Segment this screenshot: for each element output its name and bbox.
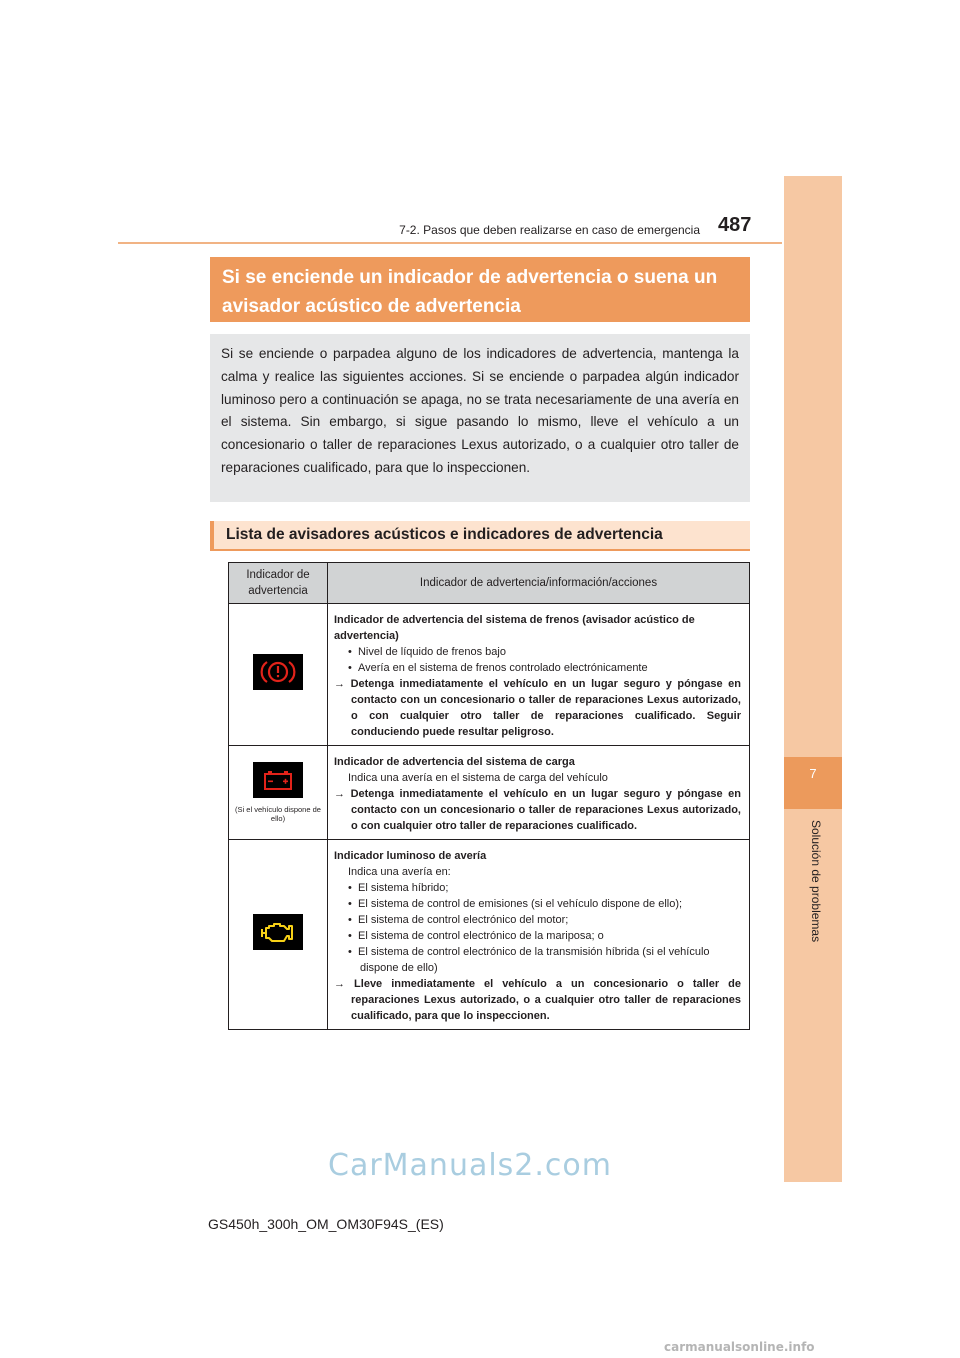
document-code: GS450h_300h_OM_OM30F94S_(ES)	[208, 1216, 444, 1232]
action-text: → Lleve inmediatamente el vehículo a un concesionario o taller de reparaciones Lexus autorizado, o a cualquier otro taller de reparaciones cualificado, para que lo inspeccionen.	[334, 978, 741, 1022]
page-title: Si se enciende un indicador de advertencia o suena un avisador acústico de advertencia	[210, 257, 750, 322]
list-item: • El sistema de control electrónico del motor;	[348, 914, 569, 926]
chapter-side-strip	[784, 176, 842, 1182]
section-header: 7-2. Pasos que deben realizarse en caso de emergencia	[399, 223, 700, 237]
indicator-title: Indicador luminoso de avería	[334, 850, 487, 862]
list-item: • El sistema híbrido;	[348, 882, 449, 894]
intro-paragraph: Si se enciende o parpadea alguno de los indicadores de advertencia, mantenga la calma y realice las siguientes acciones. Si se enciende o parpadea algún indicador luminoso pero a continuación se apaga, no se trata necesariamente de una avería en el sistema. Sin embargo, si sigue pasando lo mismo, lleve el vehículo a un concesionario o taller de reparaciones Lexus autorizado, o a cualquier otro taller de reparaciones cualificado, para que lo inspeccionen.	[210, 334, 750, 502]
section-heading: Lista de avisadores acústicos e indicadores de advertencia	[210, 521, 750, 551]
icon-cell	[229, 604, 328, 746]
chapter-label: Solución de problemas	[809, 820, 823, 943]
check-engine-icon	[253, 914, 303, 950]
table-row	[229, 604, 750, 746]
action-text: → Detenga inmediatamente el vehículo en un lugar seguro y póngase en contacto con un concesionario o taller de reparaciones Lexus autorizado, o con cualquier otro taller de reparaciones cualificado.	[334, 788, 742, 832]
indicator-description: Indica una avería en:	[348, 866, 451, 878]
list-item: • Avería en el sistema de frenos controlado electrónicamente	[348, 662, 648, 674]
col-header-actions: Indicador de advertencia/información/acciones	[328, 563, 750, 604]
icon-caption: (Si el vehículo dispone de ello)	[235, 805, 321, 823]
description-cell	[328, 840, 750, 1030]
indicator-description: Indica una avería en el sistema de carga del vehículo	[348, 772, 608, 784]
icon-cell	[229, 840, 328, 1030]
indicator-title: Indicador de advertencia del sistema de frenos (avisador acústico de advertencia)	[334, 614, 695, 642]
list-item: • Nivel de líquido de frenos bajo	[348, 646, 506, 658]
list-item: • El sistema de control electrónico de la mariposa; o	[348, 930, 604, 942]
icon-cell	[229, 746, 328, 840]
description-cell	[328, 604, 750, 746]
page-number: 487	[718, 214, 752, 236]
header-rule	[118, 242, 782, 244]
col-header-indicator: Indicador de advertencia	[229, 563, 328, 604]
table-row	[229, 840, 750, 1030]
table-row	[229, 746, 750, 840]
watermark-main[interactable]: CarManuals2.com	[328, 1148, 613, 1183]
table-header-row	[229, 563, 750, 604]
chapter-tab[interactable]	[784, 757, 842, 809]
description-cell	[328, 746, 750, 840]
list-item: • El sistema de control de emisiones (si el vehículo dispone de ello);	[348, 898, 683, 910]
indicator-title: Indicador de advertencia del sistema de carga	[334, 756, 575, 768]
chapter-number: 7	[809, 766, 817, 781]
watermark-corner[interactable]: carmanualsonline.info	[664, 1340, 815, 1354]
brake-warning-icon	[253, 654, 303, 690]
list-item: • El sistema de control electrónico de la transmisión híbrida (si el vehículo dispone de ello)	[348, 946, 710, 974]
action-text: → Detenga inmediatamente el vehículo en un lugar seguro y póngase en contacto con un concesionario o taller de reparaciones Lexus autorizado, o con cualquier otro taller de reparaciones cualificado. Seguir conduciendo puede resultar peligroso.	[334, 678, 742, 738]
battery-charge-icon	[253, 762, 303, 798]
warning-table	[228, 562, 750, 1030]
